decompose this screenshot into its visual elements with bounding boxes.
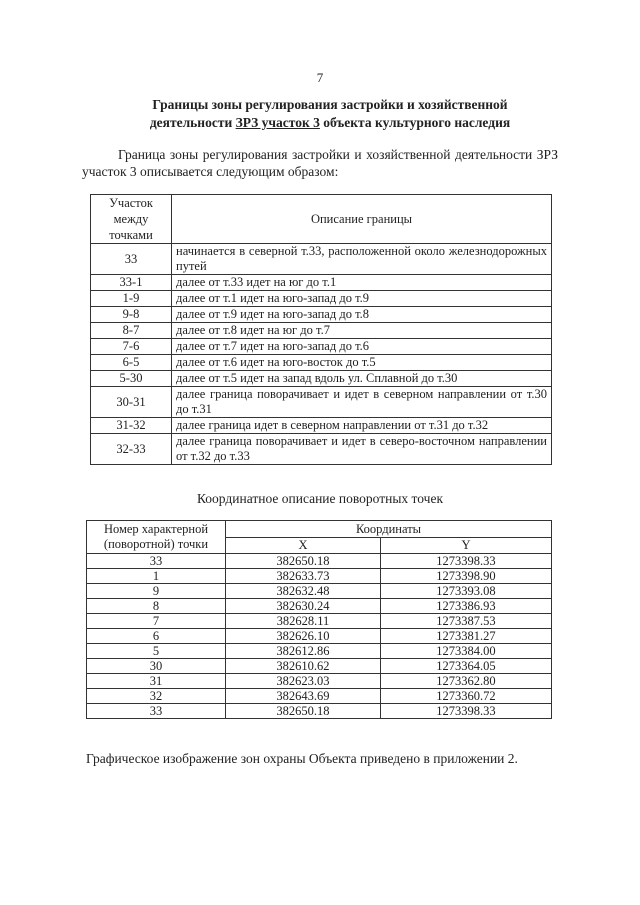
description-cell: далее от т.6 идет на юго-восток до т.5 <box>172 355 552 371</box>
segment-cell: 9-8 <box>91 307 172 323</box>
table-row <box>91 307 552 323</box>
table-row <box>91 418 552 434</box>
document-title-line-2 <box>100 114 560 132</box>
table-row <box>87 704 552 719</box>
description-cell: далее от т.5 идет на запад вдоль ул. Сплавной до т.30 <box>172 371 552 387</box>
x-cell: 382610.62 <box>226 659 381 674</box>
coords-header-row-1 <box>87 521 552 538</box>
segment-cell: 5-30 <box>91 371 172 387</box>
x-cell: 382612.86 <box>226 644 381 659</box>
header-x: X <box>226 537 381 554</box>
footer-note: Графическое изображение зон охраны Объекта приведено в приложении 2. <box>86 751 518 766</box>
x-cell: 382630.24 <box>226 599 381 614</box>
y-cell: 1273387.53 <box>380 614 551 629</box>
point-cell: 31 <box>87 674 226 689</box>
x-cell: 382626.10 <box>226 629 381 644</box>
coordinates-table <box>86 520 552 719</box>
title-prefix: деятельности <box>149 115 236 130</box>
table-row <box>87 569 552 584</box>
page-number: 7 <box>316 70 324 85</box>
y-cell: 1273398.33 <box>380 704 551 719</box>
x-cell: 382633.73 <box>226 569 381 584</box>
table-row <box>91 371 552 387</box>
header-description: Описание границы <box>172 195 552 244</box>
y-cell: 1273398.33 <box>380 554 551 569</box>
title-zone-name: ЗРЗ участок 3 <box>235 115 320 130</box>
boundary-table-header <box>91 195 552 244</box>
header-y: Y <box>380 537 551 554</box>
description-cell: далее от т.9 идет на юго-запад до т.8 <box>172 307 552 323</box>
x-cell: 382632.48 <box>226 584 381 599</box>
point-cell: 5 <box>87 644 226 659</box>
coords-caption: Координатное описание поворотных точек <box>196 491 444 506</box>
point-cell: 30 <box>87 659 226 674</box>
table-row <box>91 291 552 307</box>
table-row <box>91 434 552 465</box>
point-cell: 8 <box>87 599 226 614</box>
boundary-description-table <box>90 194 552 465</box>
table-row <box>87 644 552 659</box>
segment-cell: 32-33 <box>91 434 172 465</box>
y-cell: 1273364.05 <box>380 659 551 674</box>
table-row <box>87 689 552 704</box>
point-cell: 1 <box>87 569 226 584</box>
y-cell: 1273398.90 <box>380 569 551 584</box>
segment-cell: 7-6 <box>91 339 172 355</box>
point-cell: 7 <box>87 614 226 629</box>
description-cell: далее от т.7 идет на юго-запад до т.6 <box>172 339 552 355</box>
segment-cell: 6-5 <box>91 355 172 371</box>
table-row <box>87 554 552 569</box>
segment-cell: 33-1 <box>91 275 172 291</box>
table-row <box>91 355 552 371</box>
table-row <box>87 629 552 644</box>
table-row <box>87 584 552 599</box>
x-cell: 382650.18 <box>226 704 381 719</box>
segment-cell: 30-31 <box>91 387 172 418</box>
x-cell: 382623.03 <box>226 674 381 689</box>
description-cell: далее граница идет в северном направлении от т.31 до т.32 <box>172 418 552 434</box>
description-cell: далее от т.8 идет на юг до т.7 <box>172 323 552 339</box>
segment-cell: 1-9 <box>91 291 172 307</box>
description-cell: далее граница поворачивает и идет в северном направлении от т.30 до т.31 <box>172 387 552 418</box>
point-cell: 6 <box>87 629 226 644</box>
table-row <box>91 244 552 275</box>
description-cell: далее от т.1 идет на юго-запад до т.9 <box>172 291 552 307</box>
segment-cell: 31-32 <box>91 418 172 434</box>
x-cell: 382643.69 <box>226 689 381 704</box>
point-cell: 33 <box>87 704 226 719</box>
y-cell: 1273362.80 <box>380 674 551 689</box>
table-row <box>87 614 552 629</box>
y-cell: 1273386.93 <box>380 599 551 614</box>
description-cell: далее граница поворачивает и идет в северо-восточном направлении от т.32 до т.33 <box>172 434 552 465</box>
title-suffix: объекта культурного наследия <box>319 115 511 130</box>
table-row <box>91 387 552 418</box>
y-cell: 1273393.08 <box>380 584 551 599</box>
y-cell: 1273384.00 <box>380 644 551 659</box>
point-cell: 33 <box>87 554 226 569</box>
header-segment: Участок между точками <box>91 195 172 244</box>
table-row <box>87 674 552 689</box>
table-row <box>87 659 552 674</box>
document-title-line-1: Границы зоны регулирования застройки и хозяйственной <box>152 97 508 112</box>
header-coordinates: Координаты <box>226 521 552 538</box>
point-cell: 9 <box>87 584 226 599</box>
y-cell: 1273381.27 <box>380 629 551 644</box>
header-point-number: Номер характерной (поворотной) точки <box>87 521 226 554</box>
description-cell: далее от т.33 идет на юг до т.1 <box>172 275 552 291</box>
segment-cell: 33 <box>91 244 172 275</box>
table-row <box>91 275 552 291</box>
table-row <box>87 599 552 614</box>
table-row <box>91 323 552 339</box>
segment-cell: 8-7 <box>91 323 172 339</box>
description-cell: начинается в северной т.33, расположенной около железнодорожных путей <box>172 244 552 275</box>
coords-table-body <box>87 554 552 719</box>
point-cell: 32 <box>87 689 226 704</box>
table-row <box>91 339 552 355</box>
y-cell: 1273360.72 <box>380 689 551 704</box>
intro-paragraph: Граница зоны регулирования застройки и хозяйственной деятельности ЗРЗ участок 3 описывается следующим образом: <box>82 147 558 179</box>
boundary-table-body <box>91 244 552 465</box>
x-cell: 382650.18 <box>226 554 381 569</box>
x-cell: 382628.11 <box>226 614 381 629</box>
